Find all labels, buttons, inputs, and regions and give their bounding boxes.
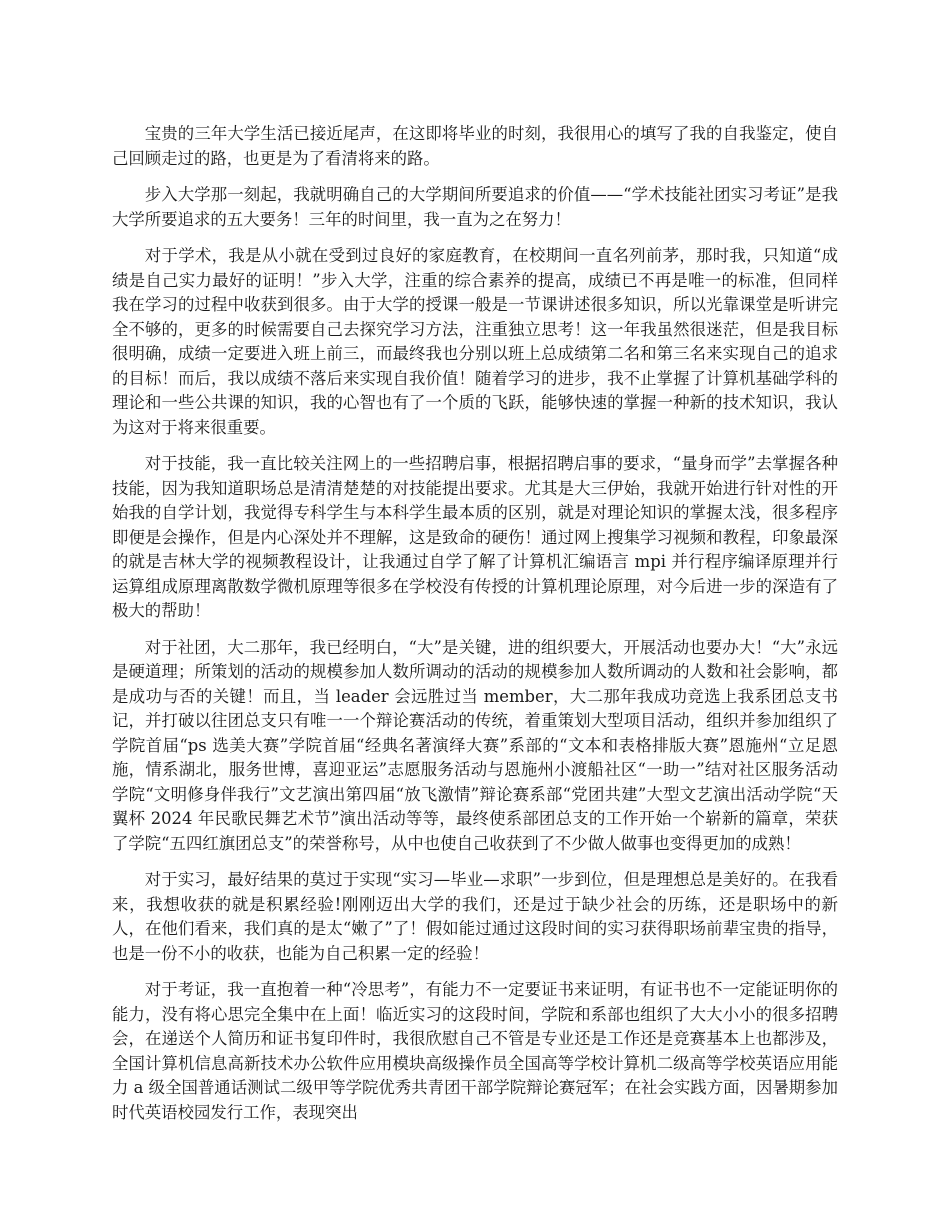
paragraph-clubs: 对于社团，大二那年，我已经明白，“大”是关键，进的组织要大，开展活动也要办大！“大”永远是硬道理；所策划的活动的规模参加人数所调动的活动的规模参加人数所调动的人数和社会影响，都是成功与否的关键！而且，当 leader 会远胜过当 member，大二那年我成功竞选上我系团总支书记，并打破以往团总支只有唯一一个辩论赛活动的传统，着重策划大型项目活动，组织并参加组织了学院首届“ps 选美大赛”学院首届“经典名著演绎大赛”系部的“文本和表格排版大赛”恩施州“立足恩施，情系湖北，服务世博，喜迎亚运”志愿服务活动与恩施州小渡船社区“一助一”结对社区服务活动学院“文明修身伴我行”文艺演出第四届“放飞激情”辩论赛系部“党团共建”大型文艺演出活动学院“天翼杯 2024 年民歌民舞艺术节”演出活动等等，最终使系部团总支的工作开始一个崭新的篇章，荣获了学院“五四红旗团总支”的荣誉称号，从中也使自己收获到了不少做人做事也变得更加的成熟！ <box>112 637 838 853</box>
paragraph-academics: 对于学术，我是从小就在受到过良好的家庭教育，在校期间一直名列前茅，那时我，只知道“成绩是自己实力最好的证明！”步入大学，注重的综合素养的提高，成绩已不再是唯一的标准，但同样我在学习的过程中收获到很多。由于大学的授课一般是一节课讲述很多知识，所以光靠课堂是听讲完全不够的，更多的时候需要自己去探究学习方法，注重独立思考！这一年我虽然很迷茫，但是我目标很明确，成绩一定要进入班上前三，而最终我也分别以班上总成绩第二名和第三名来实现自己的追求的目标！而后，我以成绩不落后来实现自我价值！随着学习的进步，我不止掌握了计算机基础学科的理论和一些公共课的知识，我的心智也有了一个质的飞跃，能够快速的掌握一种新的技术知识，我认为这对于将来很重要。 <box>112 246 838 437</box>
paragraph-skills: 对于技能，我一直比较关注网上的一些招聘启事，根据招聘启事的要求，“量身而学”去掌握各种技能，因为我知道职场总是清清楚楚的对技能提出要求。尤其是大三伊始，我就开始进行针对性的开始我的自学计划，我觉得专科学生与本科学生最本质的区别，就是对理论知识的掌握太浅，很多程序即便是会操作，但是内心深处并不理解，这是致命的硬伤！通过网上搜集学习视频和教程，印象最深的就是吉林大学的视频教程设计，让我通过自学了解了计算机汇编语言 mpi 并行程序编译原理并行运算组成原理离散数学微机原理等很多在学校没有传授的计算机理论原理，对今后进一步的深造有了极大的帮助！ <box>112 454 838 620</box>
paragraph-intro: 宝贵的三年大学生活已接近尾声，在这即将毕业的时刻，我很用心的填写了我的自我鉴定，使自己回顾走过的路，也更是为了看清将来的路。 <box>112 124 838 168</box>
paragraph-certificates: 对于考证，我一直抱着一种“冷思考”，有能力不一定要证书来证明，有证书也不一定能证明你的能力，没有将心思完全集中在上面！临近实习的这段时间，学院和系部也组织了大大小小的很多招聘会，在递送个人简历和证书复印件时，我很欣慰自己不管是专业还是工作还是竞赛基本上也都涉及，全国计算机信息高新技术办公软件应用模块高级操作员全国高等学校计算机二级高等学校英语应用能力 a 级全国普通话测试二级甲等学院优秀共青团干部学院辩论赛冠军；在社会实践方面，因暑期参加时代英语校园发行工作，表现突出 <box>112 980 838 1122</box>
document-body <box>112 122 838 1125</box>
paragraph-goals: 步入大学那一刻起，我就明确自己的大学期间所要追求的价值——“学术技能社团实习考证”是我大学所要追求的五大要务！三年的时间里，我一直为之在努力！ <box>112 185 838 229</box>
paragraph-internship: 对于实习，最好结果的莫过于实现“实习—毕业—求职”一步到位，但是理想总是美好的。在我看来，我想收获的就是积累经验!刚刚迈出大学的我们，还是过于缺少社会的历练，还是职场中的新人，在他们看来，我们真的是太“嫩了”了！假如能过通过这段时间的实习获得职场前辈宝贵的指导，也是一份不小的收获，也能为自己积累一定的经验！ <box>112 870 838 963</box>
